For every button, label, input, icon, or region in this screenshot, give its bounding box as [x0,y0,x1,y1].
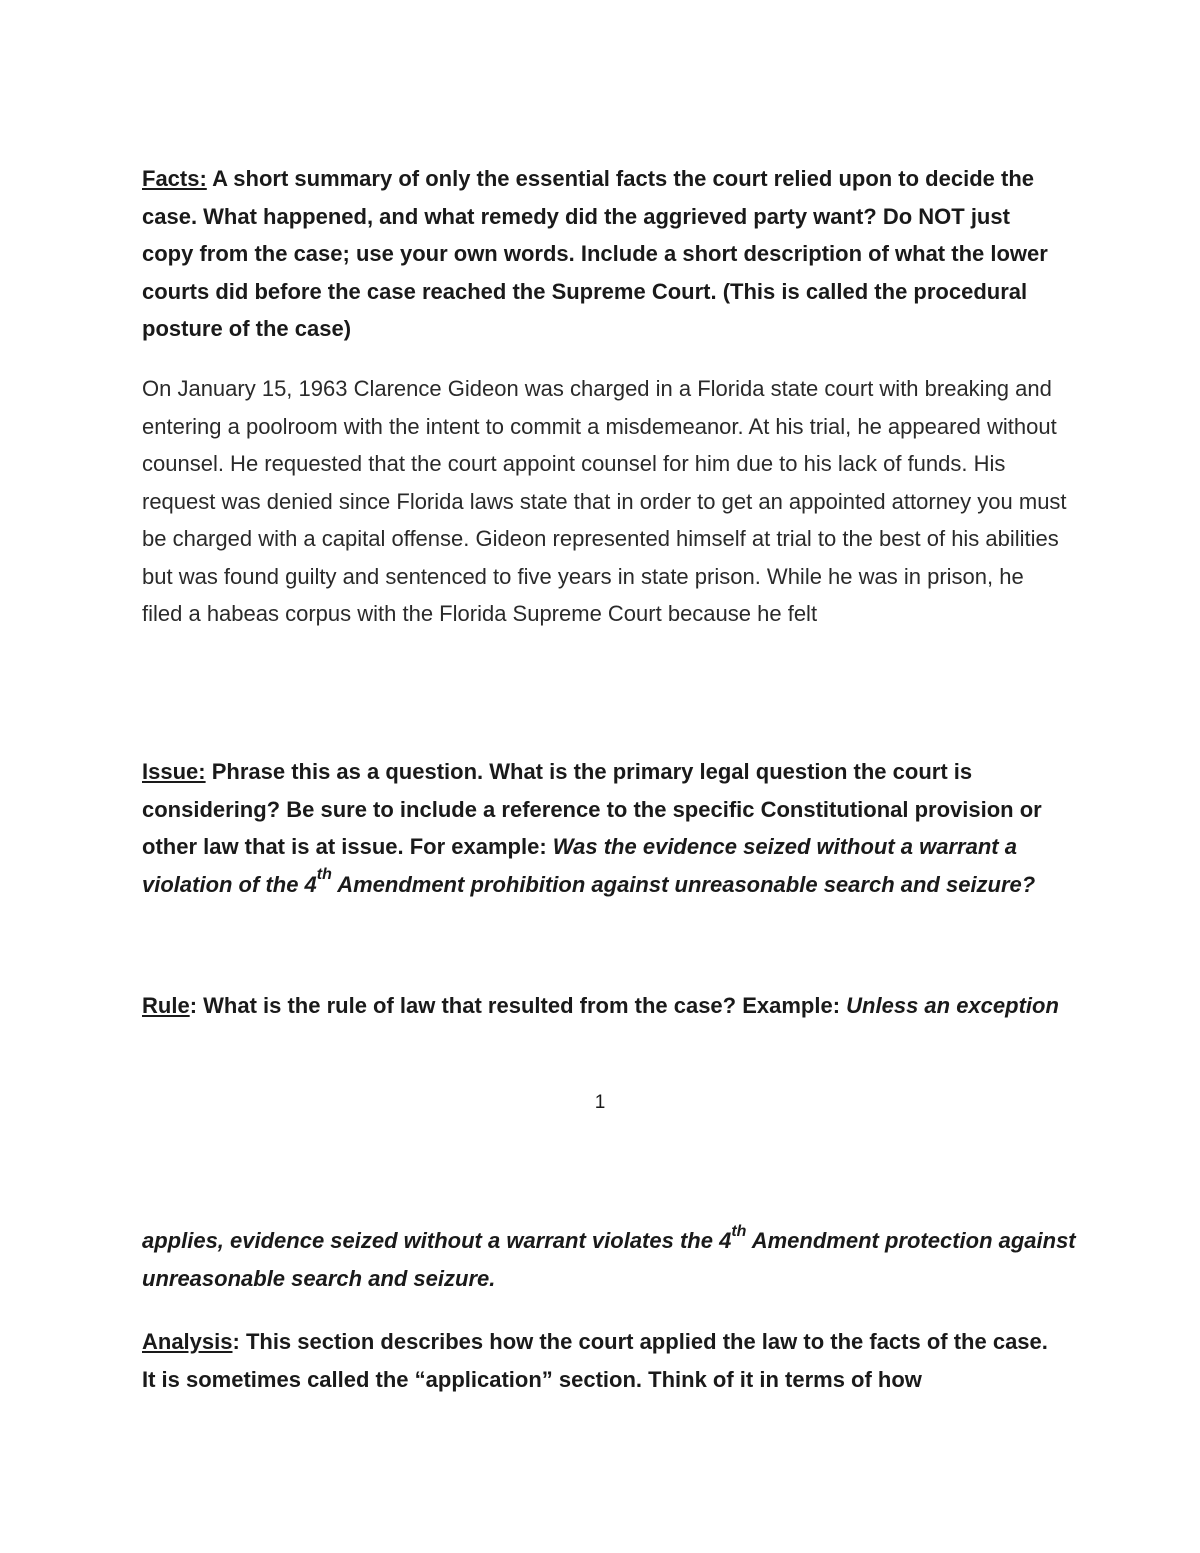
rule-continued-text-end: Amendment protection against unreasonable search and seizure. [142,1228,1076,1291]
issue-prompt-text: Phrase this as a question. What is the primary legal question the court is considering? Be sure to include a reference to the specific Constitutional provision or other law that is at issue. For example: [142,759,1042,859]
page-number: 1 [594,1092,606,1113]
rule-continued-superscript: th [731,1222,747,1240]
analysis-paragraph [142,1323,1067,1398]
facts-prompt-text: A short summary of only the essential facts the court relied upon to decide the case. What happened, and what remedy did the aggrieved party want? Do NOT just copy from the case; use your own words. Include a short description of what the lower courts did before the case reached the Supreme Court. (This is called the procedural posture of the case) [142,166,1048,341]
facts-prompt-paragraph [142,160,1067,348]
facts-answer-paragraph: On January 15, 1963 Clarence Gideon was charged in a Florida state court with breaking and entering a poolroom with the intent to commit a misdemeanor. At his trial, he appeared without counsel. He requested that the court appoint counsel for him due to his lack of funds. His request was denied since Florida laws state that in order to get an appointed attorney you must be charged with a capital offense. Gideon represented himself at trial to the best of his abilities but was found guilty and sentenced to five years in state prison. While he was in prison, he filed a habeas corpus with the Florida Supreme Court because he felt [142,376,1067,626]
rule-prompt-text: : What is the rule of law that resulted from the case? Example: [189,993,847,1018]
issue-paragraph [142,753,1067,903]
rule-example-continued-paragraph [142,1222,1077,1297]
rule-continued-text: applies, evidence seized without a warrant violates the 4 [142,1228,732,1253]
issue-example-text-continued: Amendment prohibition against unreasonable search and seizure? [331,871,1036,897]
rule-heading: Rule [142,993,190,1018]
issue-heading: Issue: [142,759,206,784]
issue-example-text: Was the evidence seized without a warrant a violation of the 4 [142,834,1017,897]
analysis-heading: Analysis [142,1329,233,1354]
facts-heading: Facts: [142,166,207,191]
analysis-prompt-text: : This section describes how the court applied the law to the facts of the case. It is sometimes called the “application” section. Think of it in terms of how [142,1329,1048,1392]
rule-paragraph [142,987,1067,1025]
rule-example-text: Unless an exception [846,993,1059,1018]
issue-example-superscript: th [316,866,332,884]
